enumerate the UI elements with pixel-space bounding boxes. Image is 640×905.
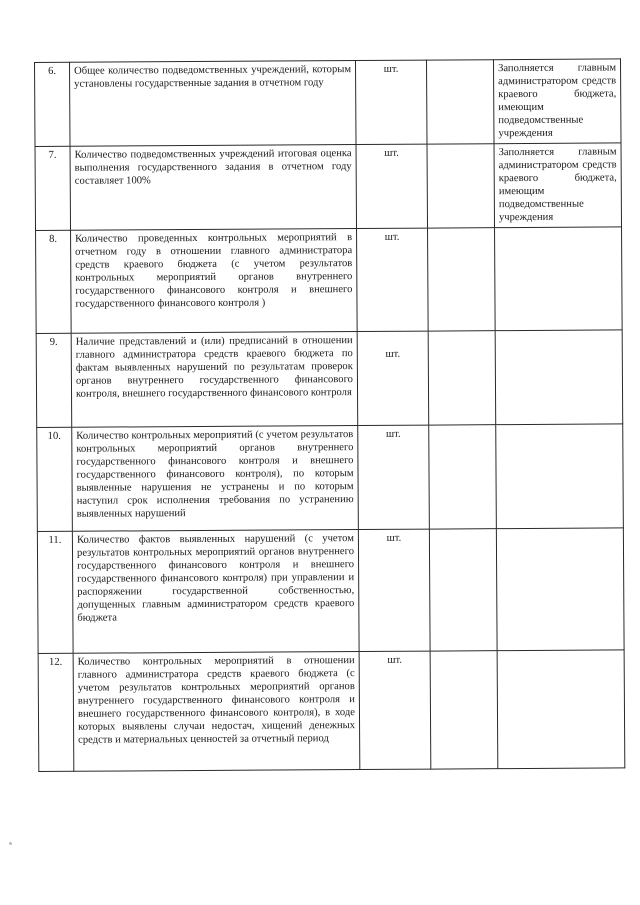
row-number: 7. [35, 146, 71, 230]
table-row [35, 143, 622, 231]
indicator-text: Наличие представлений и (или) предписаний в отношении главного администратора средств краевого бюджета по фактам выявленных нарушений по результатам проверок органов внутреннего государственного финансового контроля, внешнего государственного финансового контроля [71, 332, 358, 428]
row-number: 11. [37, 531, 73, 653]
table-row [36, 330, 623, 428]
note-cell [496, 424, 624, 529]
scan-artifact [9, 842, 12, 845]
value-cell [428, 331, 496, 425]
value-cell [430, 651, 498, 769]
value-cell [429, 529, 497, 651]
note-cell [495, 227, 623, 331]
indicator-text: Количество контрольных мероприятий в отношении главного администратора средств краевого бюджета (с учетом результатов контрольных мероприятий органов внутреннего государственного финансового контроля и внешнего государственного финансового контроля), в ходе которых выявлены случаи недостач, хищений денежных средств и материальных ценностей за отчетный период [73, 652, 360, 772]
unit-cell: шт. [358, 425, 430, 529]
unit-cell: шт. [357, 228, 429, 331]
table-row [36, 227, 623, 334]
indicator-text: Количество контрольных мероприятий (с учетом результатов контрольных мероприятий органов внутреннего государственного финансового контроля и внешнего государственного финансового контроля), по которым выявленные нарушения не устранены и по которым наступил срок исполнения требования по устранению выявленных нарушений [72, 426, 359, 532]
indicator-text: Общее количество подведомственных учреждений, которым установлены государственные задания в отчетном году [70, 61, 357, 147]
unit-cell: шт. [357, 331, 429, 425]
row-number: 12. [38, 653, 74, 771]
note-cell [495, 330, 623, 425]
table-row [35, 59, 622, 147]
note-cell: Заполняется главным администратором средств краевого бюджета, имеющим подведомственные учреждения [493, 59, 621, 144]
note-cell: Заполняется главным администратором средств краевого бюджета, имеющим подведомственные учреждения [494, 143, 622, 228]
value-cell [429, 425, 497, 529]
indicator-text: Количество фактов выявленных нарушений (с учетом результатов контрольных мероприятий органов внутреннего государственного финансового контроля и внешнего государственного финансового контроля) при управлении и распоряжении государственной собственностью, допущенных главным администратором средств краевого бюджета [72, 530, 359, 654]
indicator-text: Количество проведенных контрольных мероприятий в отчетном году в отношении главного администратора средств краевого бюджета (с учетом результатов контрольных мероприятий органов внутреннего государственного финансового контроля и внешнего государственного финансового контроля ) [71, 229, 358, 334]
row-number: 10. [37, 427, 73, 531]
table-row [37, 528, 624, 654]
unit-cell: шт. [355, 60, 427, 144]
indicator-text: Количество подведомственных учреждений итоговая оценка выполнения государственного задания в отчетном году составляет 100% [70, 145, 357, 231]
table-row [37, 424, 624, 532]
row-number: 8. [36, 230, 72, 333]
unit-cell: шт. [359, 651, 431, 769]
indicators-table [34, 58, 625, 772]
unit-cell: шт. [358, 529, 430, 651]
unit-cell: шт. [356, 144, 428, 228]
row-number: 6. [35, 62, 71, 146]
value-cell [426, 60, 494, 144]
value-cell [428, 228, 496, 331]
value-cell [427, 144, 495, 228]
row-number: 9. [36, 333, 72, 427]
table-row [38, 650, 625, 772]
note-cell [497, 650, 625, 769]
note-cell [496, 528, 624, 651]
